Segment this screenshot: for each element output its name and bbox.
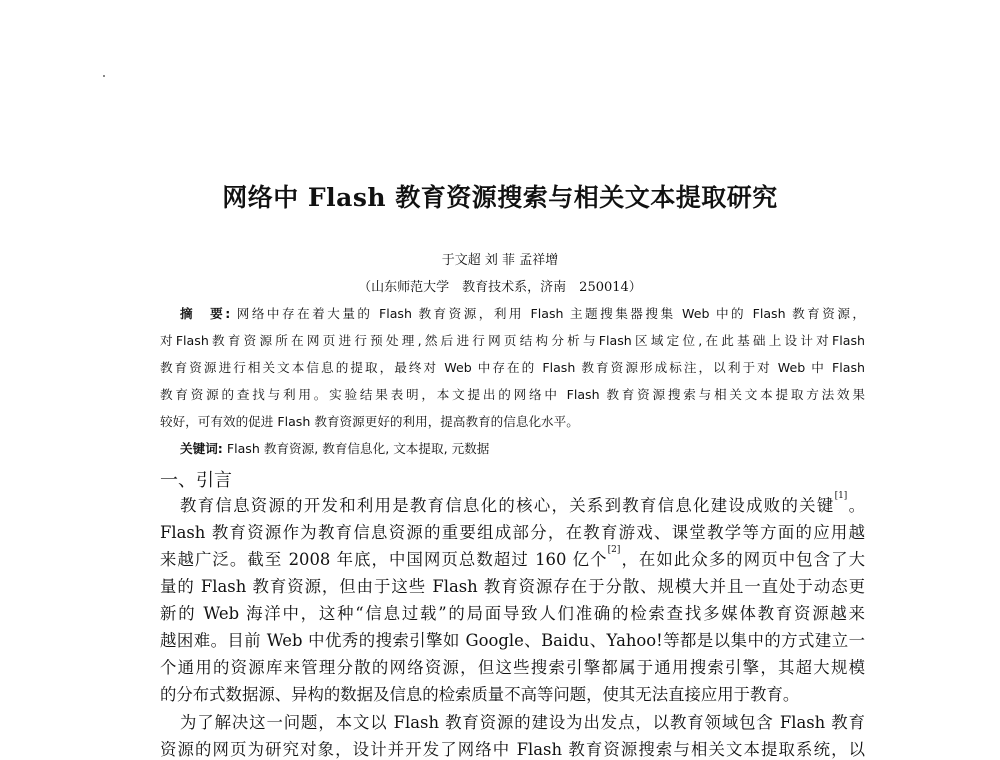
body-line: 资源的网页为研究对象，设计并开发了网络中 Flash 教育资源搜索与相关文本提取系统，以 xyxy=(160,740,865,759)
body-line: Flash 教育资源作为教育信息资源的重要组成部分，在教育游戏、课堂教学等方面的应用越 xyxy=(160,523,865,542)
body-line: 教育信息资源的开发和利用是教育信息化的核心，关系到教育信息化建设成败的关键[1]。 xyxy=(180,491,866,515)
abstract-text: 网络中存在着大量的 Flash 教育资源，利用 Flash 主题搜集器搜集 Web 中的 Flash 教育资源， xyxy=(236,306,865,321)
abstract-line: 教育资源的查找与利用。实验结果表明，本文提出的网络中 Flash 教育资源搜索与相关文本提取方法效果 xyxy=(160,387,865,402)
abstract-line: 对Flash教育资源所在网页进行预处理,然后进行网页结构分析与Flash区域定位,在此基础上设计对Flash xyxy=(160,333,865,348)
keywords-label: 关键词: xyxy=(180,441,223,456)
body-line: 为了解决这一问题，本文以 Flash 教育资源的建设为出发点，以教育领域包含 Flash 教育 xyxy=(180,713,865,732)
body-line: 量的 Flash 教育资源，但由于这些 Flash 教育资源存在于分散、规模大并且一直处于动态更 xyxy=(160,577,865,596)
abstract-label: 摘 要: xyxy=(180,306,231,321)
body-line: 来越广泛。截至 2008 年底，中国网页总数超过 160 亿个[2]，在如此众多的网页中包含了大 xyxy=(160,545,865,569)
scan-speck xyxy=(103,75,105,77)
section-heading: 一、引言 xyxy=(160,470,232,491)
keywords-line xyxy=(180,438,865,457)
body-line: 的分布式数据源、异构的数据及信息的检索质量不高等问题，使其无法直接应用于教育。 xyxy=(160,685,800,704)
paper-title: 网络中 Flash 教育资源搜索与相关文本提取研究 xyxy=(222,183,778,212)
abstract-line: 教育资源进行相关文本信息的提取，最终对 Web 中存在的 Flash 教育资源形成标注，以利于对 Web 中 Flash xyxy=(160,360,865,375)
abstract-line: 较好，可有效的促进 Flash 教育资源更好的利用，提高教育的信息化水平。 xyxy=(160,414,579,429)
affiliation: （山东师范大学 教育技术系，济南 250014） xyxy=(358,280,642,295)
keywords-text: Flash 教育资源, 教育信息化, 文本提取, 元数据 xyxy=(226,441,490,456)
body-line: 新的 Web 海洋中，这种“信息过载”的局面导致人们准确的检索查找多媒体教育资源越来 xyxy=(160,604,865,623)
body-line: 个通用的资源库来管理分散的网络资源，但这些搜索引擎都属于通用搜索引擎，其超大规模 xyxy=(160,658,865,677)
authors: 于文超 刘 菲 孟祥增 xyxy=(441,253,559,268)
citation-ref: [2] xyxy=(607,545,621,555)
abstract-line xyxy=(180,303,865,322)
body-line: 越困难。目前 Web 中优秀的搜索引擎如 Google、Baidu、Yahoo!等都是以集中的方式建立一 xyxy=(160,631,865,650)
citation-ref: [1] xyxy=(834,491,848,501)
